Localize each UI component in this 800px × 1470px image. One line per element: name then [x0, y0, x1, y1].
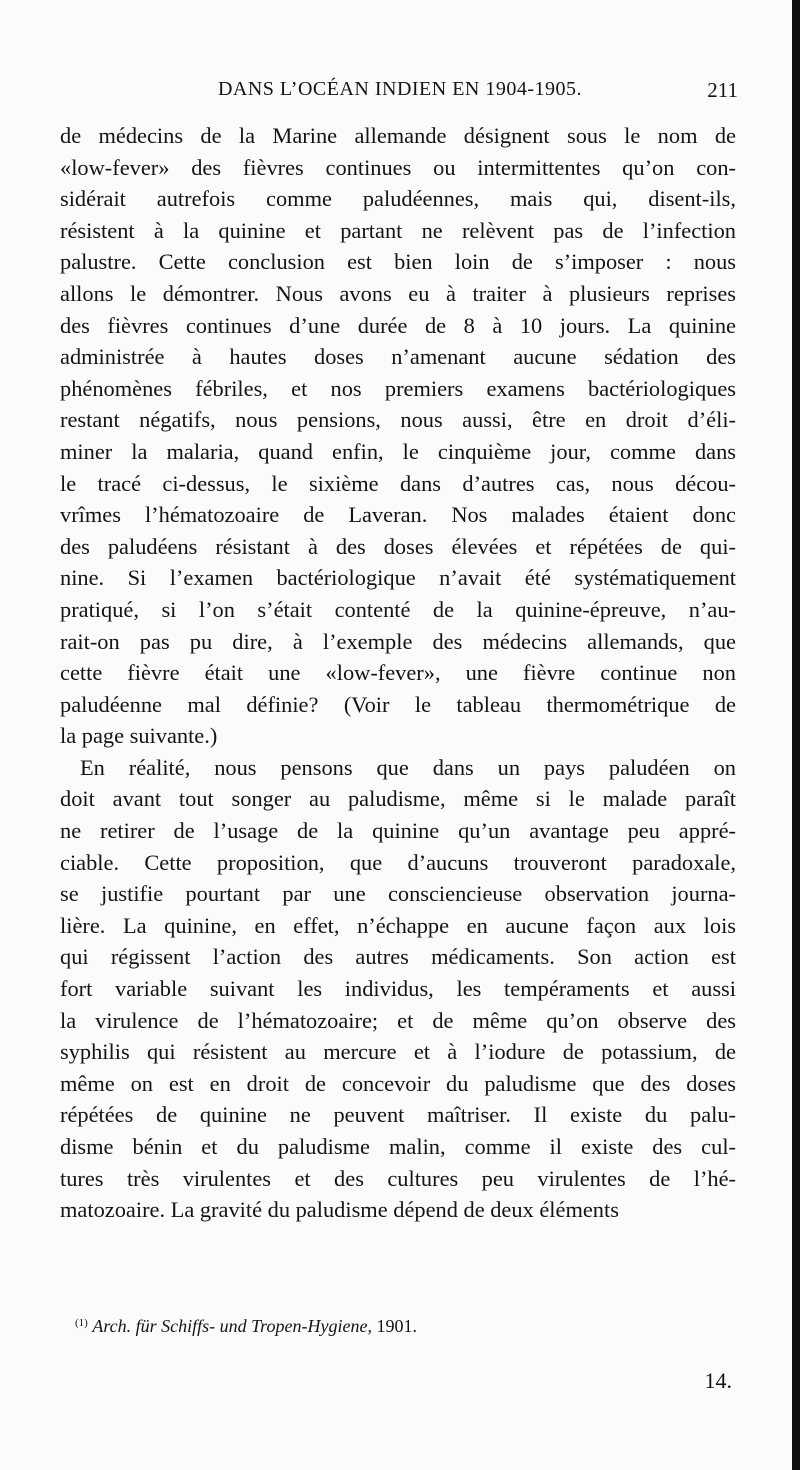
- page-number: 211: [707, 78, 738, 102]
- text-line: fort variable suivant les individus, les tempéraments et aussi: [60, 976, 736, 1002]
- text-line: miner la malaria, quand enfin, le cinquième jour, comme dans: [60, 438, 736, 464]
- text-line: rait-on pas pu dire, à l’exemple des médecins allemands, que: [60, 628, 736, 654]
- body-text: [60, 120, 736, 1226]
- text-line: sidérait autrefois comme paludéennes, mais qui, disent-ils,: [60, 186, 736, 212]
- text-line: palustre. Cette conclusion est bien loin de s’imposer : nous: [60, 249, 736, 275]
- text-line: «low-fever» des fièvres continues ou intermittentes qu’on con-: [60, 154, 736, 180]
- running-header: [0, 78, 800, 110]
- text-line: lière. La quinine, en effet, n’échappe en aucune façon aux lois: [60, 912, 736, 938]
- text-line: des paludéens résistant à des doses élevées et répétées de qui-: [60, 533, 736, 559]
- text-line: le tracé ci-dessus, le sixième dans d’autres cas, nous décou-: [60, 470, 736, 496]
- text-line: qui régissent l’action des autres médicaments. Son action est: [60, 944, 736, 970]
- text-line: tures très virulentes et des cultures peu virulentes de l’hé-: [60, 1165, 736, 1191]
- text-line: la virulence de l’hématozoaire; et de même qu’on observe des: [60, 1007, 736, 1033]
- text-line: matozoaire. La gravité du paludisme dépend de deux éléments: [60, 1197, 619, 1223]
- footnote-marker: (1): [75, 1317, 88, 1329]
- running-title: DANS L’OCÉAN INDIEN EN 1904-1905.: [217, 78, 583, 100]
- text-line: même on est en droit de concevoir du paludisme que des doses: [60, 1070, 736, 1096]
- text-line: cette fièvre était une «low-fever», une fièvre continue non: [60, 660, 736, 686]
- text-line: des fièvres continues d’une durée de 8 à 10 jours. La quinine: [60, 312, 736, 338]
- paragraph-2: [60, 752, 736, 1226]
- footnote-citation: Arch. für Schiffs- und Tropen-Hygiene,: [92, 1316, 372, 1336]
- text-line: répétées de quinine ne peuvent maîtriser. Il existe du palu-: [60, 1102, 736, 1128]
- text-line: doit avant tout songer au paludisme, même si le malade paraît: [60, 786, 736, 812]
- page-edge-shadow: [792, 0, 800, 1470]
- text-line: disme bénin et du paludisme malin, comme il existe des cul-: [60, 1134, 736, 1159]
- footnote-year: 1901.: [376, 1316, 417, 1336]
- text-line: phénomènes fébriles, et nos premiers examens bactériologiques: [60, 375, 736, 401]
- text-line: administrée à hautes doses n’amenant aucune sédation des: [60, 344, 736, 370]
- text-line: pratiqué, si l’on s’était contenté de la quinine-épreuve, n’au-: [60, 596, 736, 622]
- text-line: se justifie pourtant par une consciencieuse observation journa-: [60, 881, 736, 907]
- text-line: la page suivante.): [60, 723, 218, 749]
- text-line: ciable. Cette proposition, que d’aucuns trouveront paradoxale,: [60, 849, 736, 875]
- text-line: restant négatifs, nous pensions, nous aussi, être en droit d’éli-: [60, 407, 736, 433]
- text-line: allons le démontrer. Nous avons eu à traiter à plusieurs reprises: [60, 280, 736, 306]
- text-line: ne retirer de l’usage de la quinine qu’un avantage peu appré-: [60, 818, 736, 844]
- text-line: nine. Si l’examen bactériologique n’avait été systématiquement: [60, 565, 736, 591]
- paragraph-1: [60, 120, 736, 752]
- signature-mark: 14.: [704, 1368, 732, 1393]
- text-line: résistent à la quinine et partant ne relèvent pas de l’infection: [60, 217, 736, 243]
- text-line: En réalité, nous pensons que dans un pays paludéen on: [80, 754, 736, 780]
- text-line: de médecins de la Marine allemande désignent sous le nom de: [60, 123, 736, 148]
- text-line: vrîmes l’hématozoaire de Laveran. Nos malades étaient donc: [60, 502, 736, 528]
- footnote: [75, 1316, 417, 1337]
- text-line: syphilis qui résistent au mercure et à l’iodure de potassium, de: [60, 1039, 736, 1065]
- text-line: paludéenne mal définie? (Voir le tableau thermométrique de: [60, 691, 736, 717]
